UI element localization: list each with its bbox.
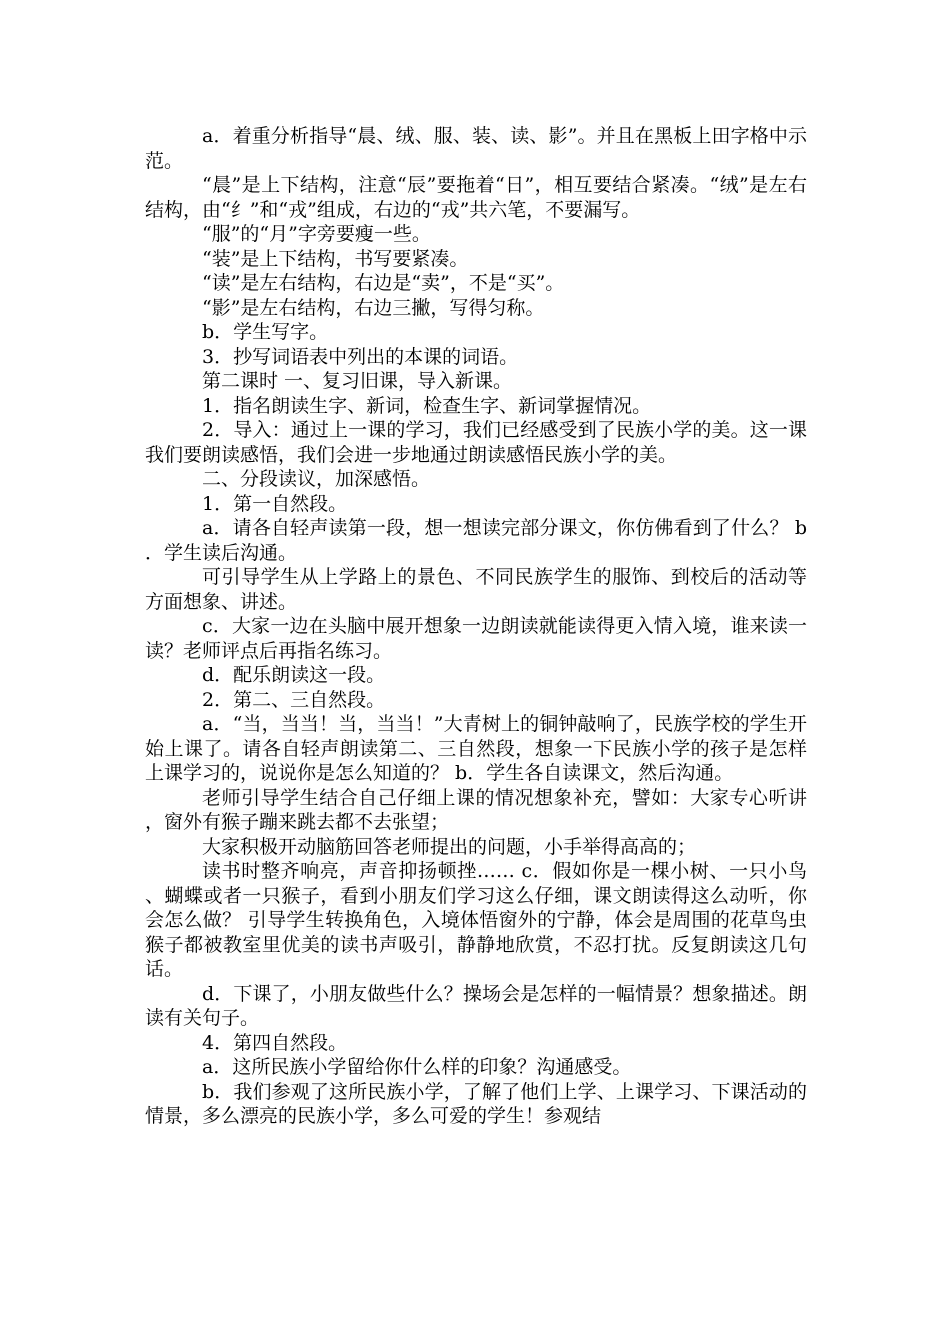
paragraph: 第二课时 一、复习旧课，导入新课。 [202, 370, 513, 392]
paragraph: 老师引导学生结合自己仔细上课的情况想象补充，譬如：大家专心听讲，窗外有猴子蹦来跳去都不去张望； [145, 786, 807, 833]
paragraph: a．着重分析指导“晨、绒、服、装、读、影”。并且在黑板上田字格中示范。 [145, 125, 807, 172]
paragraph: b．学生写字。 [202, 321, 329, 343]
paragraph: a．请各自轻声读第一段，想一想读完部分课文，你仿佛看到了什么？ b．学生读后沟通。 [145, 517, 807, 564]
paragraph: 可引导学生从上学路上的景色、不同民族学生的服饰、到校后的活动等方面想象、讲述。 [145, 566, 807, 613]
paragraph: 3．抄写词语表中列出的本课的词语。 [202, 345, 519, 368]
paragraph: 大家积极开动脑筋回答老师提出的问题，小手举得高高的； [202, 835, 697, 858]
paragraph: b．我们参观了这所民族小学，了解了他们上学、上课学习、下课活动的情景，多么漂亮的民族小学，多么可爱的学生！参观结 [145, 1080, 807, 1127]
paragraph: 4．第四自然段。 [202, 1031, 348, 1054]
paragraph: “读”是左右结构，右边是“卖”，不是“买”。 [202, 272, 565, 294]
paragraph: a．“当，当当！当，当当！”大青树上的铜钟敲响了，民族学校的学生开始上课了。请各自轻声朗读第二、三自然段，想象一下民族小学的孩子是怎样上课学习的，说说你是怎么知道的？ b．学生各自读课文，然后沟通。 [145, 713, 807, 784]
paragraph: “晨”是上下结构，注意“辰”要拖着“日”，相互要结合紧凑。“绒”是左右结构，由“纟”和“戎”组成，右边的“戎”共六笔，不要漏写。 [145, 174, 807, 221]
paragraph: “影”是左右结构，右边三撇，写得匀称。 [202, 296, 545, 319]
paragraph: a．这所民族小学留给你什么样的印象？沟通感受。 [202, 1056, 632, 1078]
paragraph: 二、分段读议，加深感悟。 [202, 468, 431, 490]
paragraph: d．配乐朗读这一段。 [202, 664, 386, 686]
paragraph: 2．导入：通过上一课的学习，我们已经感受到了民族小学的美。这一课我们要朗读感悟，我们会进一步地通过朗读感悟民族小学的美。 [145, 419, 807, 466]
paragraph: d．下课了，小朋友做些什么？操场会是怎样的一幅情景？想象描述。朗读有关句子。 [145, 982, 807, 1029]
paragraph: 1．第一自然段。 [202, 492, 348, 515]
paragraph: 1．指名朗读生字、新词，检查生字、新词掌握情况。 [202, 394, 652, 417]
paragraph: 读书时整齐响亮，声音抑扬顿挫…… c．假如你是一棵小树、一只小鸟、蝴蝶或者一只猴子，看到小朋友们学习这么仔细，课文朗读得这么动听，你会怎么做？ 引导学生转换角色，入境体悟窗外的宁静，体会是周围的花草鸟虫猴子都被教室里优美的读书声吸引，静静地欣赏，不忍打扰。反复朗读这几句话。 [145, 860, 807, 980]
paragraph: “服”的“月”字旁要瘦一些。 [202, 223, 431, 245]
paragraph: 2．第二、三自然段。 [202, 688, 386, 711]
paragraph: “装”是上下结构，书写要紧凑。 [202, 247, 469, 270]
paragraph: c．大家一边在头脑中展开想象一边朗读就能读得更入情入境，谁来读一读？老师评点后再指名练习。 [145, 615, 807, 662]
document-page [145, 124, 807, 1129]
